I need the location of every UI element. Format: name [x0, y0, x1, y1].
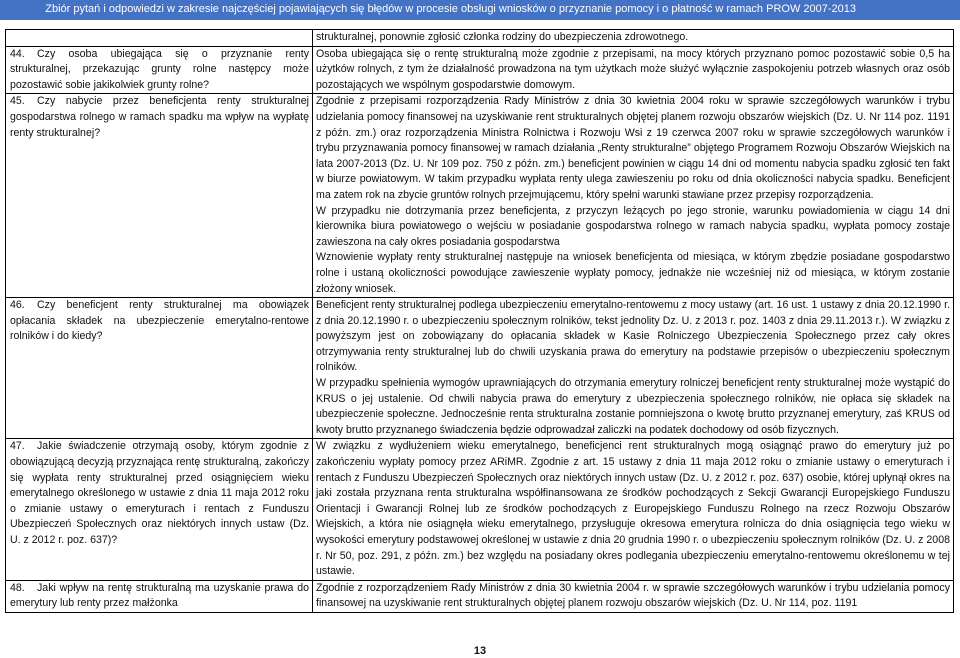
answer-cell — [313, 46, 954, 94]
question-cell — [6, 298, 313, 439]
answer-cell — [313, 94, 954, 298]
question-number: 46. — [10, 299, 25, 312]
question-text: Jakie świadczenie otrzymają osoby, którym zgodnie z obowiązującą decyzją przyznająca rentę strukturalną, zakończy się wypłata renty strukturalnej przed osiągnięciem wieku emerytalnego określonego w ustawie z dnia 11 maja 2012 roku o zmianie ustawy o emeryturach i rentach z Funduszu Ubezpieczeń Społecznych oraz niektórych innych ustaw (Dz. U. z 2012 r. poz. 637)? — [10, 440, 309, 546]
answer-cell — [313, 580, 954, 612]
question-cell — [6, 30, 313, 47]
question-text: Czy osoba ubiegająca się o przyznanie renty strukturalnej, przekazując grunty rolne następcy może pozostawić sobie jakikolwiek grunty rolne? — [10, 47, 309, 91]
question-cell — [6, 580, 313, 612]
question-number: 45. — [10, 95, 25, 108]
question-cell — [6, 46, 313, 94]
question-text: Czy beneficjent renty strukturalnej ma obowiązek opłacania składek na ubezpieczenie emerytalno-rentowe rolników i do kiedy? — [10, 299, 309, 343]
table-row — [6, 439, 954, 580]
answer-cell — [313, 298, 954, 439]
question-number: 44. — [10, 47, 25, 60]
document-header — [0, 0, 960, 20]
answer-paragraph: W związku z wydłużeniem wieku emerytalnego, beneficjenci rent strukturalnych mogą osiągnąć prawo do emerytury już po zakończeniu wypłaty pomocy przez ARiMR. Zgodnie z art. 15 ustawy z dnia 11 maja 2012 roku o zmianie ustawy o emeryturach i rentach z Funduszu Ubezpieczeń Społecznych oraz niektórych innych ustaw (Dz. U. z 2012 r. poz. 637) osobie, której upłynął okres na jaki została przyznana renta strukturalna współfinansowana ze środków pochodzących z Sekcji Gwarancji Europejskiego Funduszu Orientacji i Gwarancji Rolnej lub ze środków pochodzących z Europejskiego Funduszu Rolnego na rzecz Rozwoju Obszarów Wiejskich, a która nie osiągnęła wieku emerytalnego, przysługuje okresowa emerytura rolnicza do dnia osiągnięcia tego wieku w wysokości emerytury podstawowej określonej w ustawie z dnia 20 grudnia 1990 r. o ubezpieczeniu społecznym rolników (Dz. U. z 2008 r. Nr 50, poz. 291, z późn. zm.) bez względu na posiadany okres podlegania ubezpieczeniu emerytalno-rentowemu określonemu w tej ustawie. — [316, 440, 950, 578]
answer-paragraph: W przypadku nie dotrzymania przez beneficjenta, z przyczyn leżących po jego stronie, warunku powiadomienia w ciągu 14 dni kierownika biura powiatowego o wejściu w posiadanie gospodarstwa rolnego w ramach nabycia spadku, wypłata pomocy zostaje zawieszona na cały okres posiadania gospodarstwa — [316, 204, 950, 248]
question-cell — [6, 94, 313, 298]
table-row — [6, 580, 954, 612]
answer-paragraph: strukturalnej, ponownie zgłosić członka rodziny do ubezpieczenia zdrowotnego. — [316, 31, 689, 43]
header-title: Zbiór pytań i odpowiedzi w zakresie najczęściej pojawiających się błędów w procesie obsługi wniosków o przyznanie pomocy i o płatność w ramach PROW 2007-2013 — [45, 3, 856, 15]
answer-paragraph: Zgodnie z rozporządzeniem Rady Ministrów z dnia 30 kwietnia 2004 r. w sprawie szczegółowych warunków i trybu udzielania pomocy finansowej na uzyskiwanie rent strukturalnych objętej planem rozwoju obszarów wiejskich (Dz. U. Nr 114, poz. 1191 — [316, 581, 950, 610]
answer-paragraph: W przypadku spełnienia wymogów uprawniających do otrzymania emerytury rolniczej beneficjent renty strukturalnej może wystąpić do KRUS o jej ustalenie. Od chwili nabycia prawa do emerytury z ubezpieczenia społecznego rolników, nie opłaca się składek na ubezpieczenie społeczne. Jednocześnie renta strukturalna zostanie pomniejszona o kwotę brutto przyznanej emerytury, zaś KRUS od kwoty brutto przyznanego świadczenia będzie odprowadzał zaliczki na podatek dochodowy od osób fizycznych. — [316, 377, 950, 436]
qa-table — [5, 29, 954, 613]
answer-paragraph: Beneficjent renty strukturalnej podlega ubezpieczeniu emerytalno-rentowemu z mocy ustawy (art. 16 ust. 1 ustawy z dnia 20.12.1990 r. z dnia 20.12.1990 r. o ubezpieczeniu społecznym rolników, tekst jednolity Dz. U. z 2013 r. poz. 1403 z dnia 29.11.2013 r.). W związku z powyższym jest on zobowiązany do opłacania składek w Kasie Rolniczego Ubezpieczenia Społecznego przez cały okres otrzymywania renty strukturalnej lub do chwili uzyskania prawa do emerytury na podstawie przepisów o ubezpieczeniu społecznym rolników. — [316, 299, 950, 374]
answer-paragraph: Wznowienie wypłaty renty strukturalnej następuje na wniosek beneficjenta od miesiąca, w którym zbędzie posiadane gospodarstwo rolne i ustaną okoliczności powodujące zawieszenie wypłaty pomocy, jednakże nie wcześniej niż od miesiąca, w którym zostanie złożony wniosek. — [316, 251, 950, 295]
question-number: 48. — [10, 581, 25, 594]
table-row — [6, 30, 954, 47]
answer-cell — [313, 439, 954, 580]
table-row — [6, 94, 954, 298]
question-cell — [6, 439, 313, 580]
page-number: 13 — [473, 645, 487, 657]
question-text: Czy nabycie przez beneficjenta renty strukturalnej gospodarstwa rolnego w ramach spadku ma wpływ na wypłatę renty strukturalnej? — [10, 95, 309, 139]
table-row — [6, 298, 954, 439]
table-row — [6, 46, 954, 94]
answer-paragraph: Osoba ubiegająca się o rentę strukturalną może zgodnie z przepisami, na mocy których przyznano pomoc pozostawić sobie 0,5 ha użytków rolnych, z tym że działalność prowadzona na tym użytkach może służyć wyłącznie zaspokojeniu potrzeb własnych oraz osób pozostających we wspólnym gospodarstwie domowym. — [316, 47, 950, 91]
answer-paragraph: Zgodnie z przepisami rozporządzenia Rady Ministrów z dnia 30 kwietnia 2004 roku w sprawie szczegółowych warunków i trybu udzielania pomocy finansowej na uzyskiwanie rent strukturalnych objętej planem rozwoju obszarów wiejskich (Dz. U. Nr 114 poz. 1191 z późn. zm.) oraz rozporządzenia Ministra Rolnictwa i Rozwoju Wsi z 19 czerwca 2007 roku w sprawie szczegółowych warunków i trybu przyznawania pomocy finansowej w ramach działania „Renty strukturalne” objętego Programem Rozwoju Obszarów Wiejskich na lata 2007-2013 (Dz. U. Nr 109 poz. 750 z późn. zm.) beneficjent powinien w ciągu 14 dni od momentu nabycia spadku zgłosić ten fakt w biurze powiatowym. W takim przypadku wypłata renty ulega zawieszeniu po roku od dnia okoliczności nabycia spadku. Beneficjent ma zatem rok na zbycie gruntów rolnych przejmującemu, który spełni warunki stawiane przez przepisy rozporządzenia. — [316, 95, 950, 201]
question-number: 47. — [10, 440, 25, 453]
answer-cell — [313, 30, 954, 47]
question-text: Jaki wpływ na rentę strukturalną ma uzyskanie prawa do emerytury lub renty przez małżonka — [10, 581, 309, 610]
